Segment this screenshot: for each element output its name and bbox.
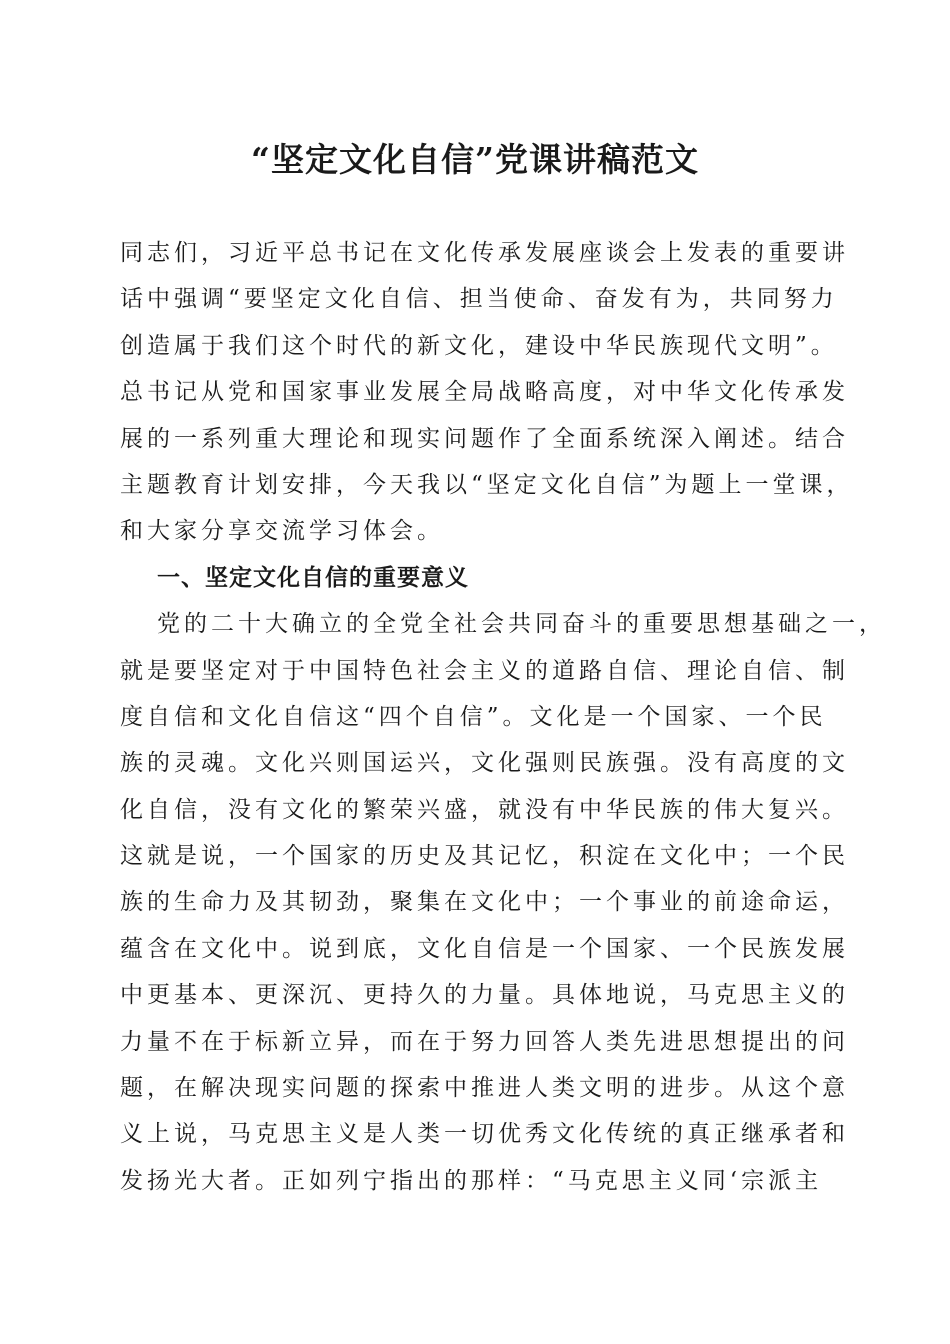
text-line: 力量不在于标新立异，而在于努力回答人类先进思想提出的问 bbox=[120, 1028, 849, 1055]
text-line: 度自信和文化自信这“四个自信”。文化是一个国家、一个民 bbox=[120, 703, 827, 730]
text-line: 题，在解决现实问题的探索中推进人类文明的进步。从这个意 bbox=[120, 1075, 849, 1102]
text-line: 就是要坚定对于中国特色社会主义的道路自信、理论自信、制 bbox=[120, 657, 849, 684]
text-line: 族的生命力及其韧劲，聚集在文化中；一个事业的前途命运， bbox=[120, 889, 849, 916]
text-line: 党的二十大确立的全党全社会共同奋斗的重要思想基础之一， bbox=[157, 611, 886, 638]
text-line: 主题教育计划安排，今天我以“坚定文化自信”为题上一堂课， bbox=[120, 471, 854, 498]
text-line: 这就是说，一个国家的历史及其记忆，积淀在文化中；一个民 bbox=[120, 843, 849, 870]
text-line: 中更基本、更深沉、更持久的力量。具体地说，马克思主义的 bbox=[120, 982, 849, 1009]
text-line: 和大家分享交流学习体会。 bbox=[120, 518, 444, 545]
text-line: 创造属于我们这个时代的新文化，建设中华民族现代文明”。 bbox=[120, 332, 838, 359]
text-line: 同志们，习近平总书记在文化传承发展座谈会上发表的重要讲 bbox=[120, 240, 849, 266]
text-line: 义上说，马克思主义是人类一切优秀文化传统的真正继承者和 bbox=[120, 1121, 849, 1148]
text-line: 总书记从党和国家事业发展全局战略高度，对中华文化传承发 bbox=[120, 379, 849, 406]
text-line: 族的灵魂。文化兴则国运兴，文化强则民族强。没有高度的文 bbox=[120, 750, 849, 777]
section-heading: 一、坚定文化自信的重要意义 bbox=[157, 564, 469, 591]
document-body bbox=[120, 230, 886, 1204]
text-line: 发扬光大者。正如列宁指出的那样：“马克思主义同‘宗派主 bbox=[120, 1167, 823, 1194]
text-line: 话中强调“要坚定文化自信、担当使命、奋发有为，共同努力 bbox=[120, 286, 838, 313]
text-line: 蕴含在文化中。说到底，文化自信是一个国家、一个民族发展 bbox=[120, 935, 849, 962]
document-title: “坚定文化自信”党课讲稿范文 bbox=[251, 140, 699, 179]
text-line: 化自信，没有文化的繁荣兴盛，就没有中华民族的伟大复兴。 bbox=[120, 796, 849, 823]
text-line: 展的一系列重大理论和现实问题作了全面系统深入阐述。结合 bbox=[120, 425, 849, 452]
